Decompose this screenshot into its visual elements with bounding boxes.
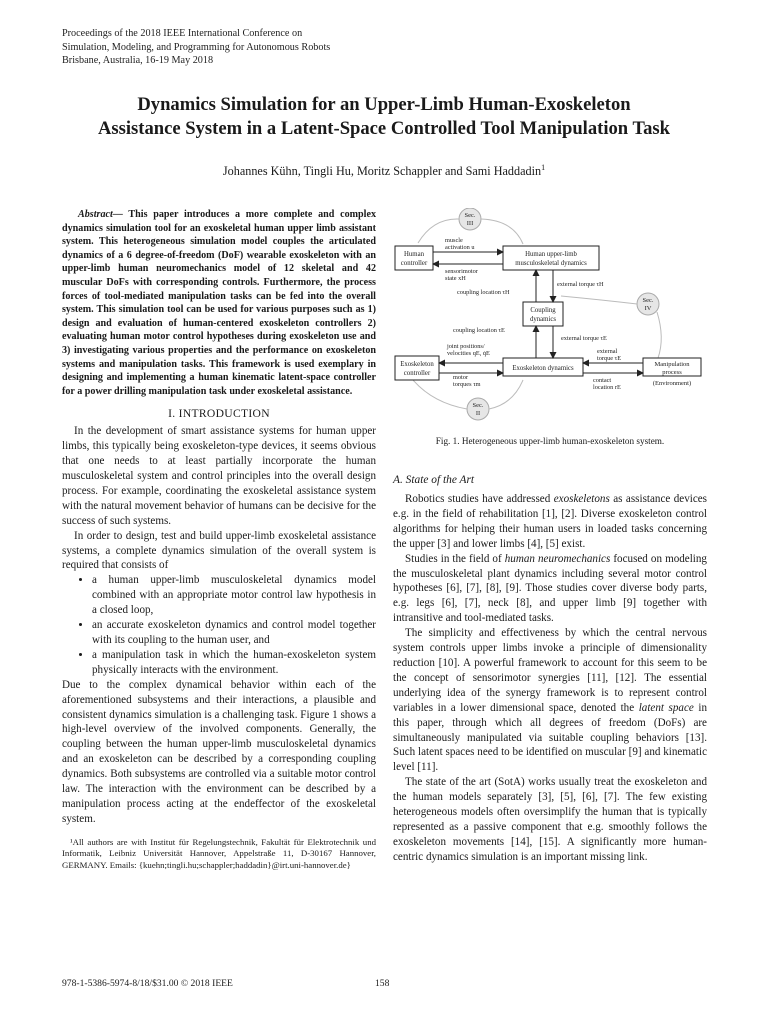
external-torque-e-label: external torque τE — [561, 335, 607, 342]
sota-paragraph-2 — [393, 552, 707, 627]
manipulation-label: process — [662, 369, 682, 376]
author-list — [40, 163, 728, 179]
external-torque-e2-label: torque τE — [597, 355, 622, 362]
abstract — [62, 208, 376, 398]
text-run: focused on modeling the musculoskeletal plant dynamics including several motor control hypotheses [6], [7], [8], [9]. Those studies cover diverse body parts, e.g. legs [6], [7], neck [8], and upper limb [9] together with intransitive and tool-mediated tasks. — [393, 552, 707, 625]
exo-controller-label: Exoskeleton — [400, 361, 434, 368]
human-controller-label: Human — [403, 251, 425, 258]
sec-iv-label: Sec. — [642, 297, 654, 304]
emphasis-exoskeletons: exoskeletons — [553, 493, 610, 505]
coupling-location-h-label: coupling location τH — [457, 289, 510, 296]
author-affiliation-footnote: ¹All authors are with Institut für Regelungstechnik, Fakultät für Elektrotechnik und Informatik, Leibniz Universität Hannover, Appelstraße 11, D-30167 Hannover, GERMANY. Emails: {kuehn;tingli.hu;schappler;haddadin}@irt.uni-hannover.de} — [62, 836, 376, 870]
intro-paragraph-3: Due to the complex dynamical behavior within each of the aforementioned subsystems and their interactions, a plausible and consistent dynamics simulation is a challenging task. Figure 1 shows a high-level overview of the involved components. Generally, the coupling between the human upper-limb musculoskeletal dynamics and an exoskeleton can be described by a corresponding coupling dynamics. Both subsystems are controlled via a suitable motor control law. The interaction with the environment can be described by a manipulation process acting at the endeffector of the exoskeletal system. — [62, 678, 376, 825]
block-diagram-svg — [393, 208, 707, 426]
external-torque-h-label: external torque τH — [557, 281, 604, 288]
coupling-location-e-label: coupling location τE — [453, 327, 505, 334]
text-run: as assistance devices e.g. in the field of rehabilitation [1], [2]. Diverse exoskeleton control algorithms for helping their human users in loaded tasks concerning the upper [3] and lower limbs [4], [5] exist. — [393, 493, 707, 550]
contact-location-label: location rE — [593, 384, 621, 391]
intro-paragraph-1: In the development of smart assistance systems for human upper limbs, this typically being exoskeleton-type devices, it seems obvious that one needs to at least partially incorporate the human musculoskeletal system and control principles into the overall design process. For example, coordinating the exoskeletal assistance system with the natural movement behavior of humans can be decisive for the success of such systems. — [62, 425, 376, 527]
sec-iii-label: Sec. — [464, 212, 476, 219]
sec-iii-numeral: III — [466, 220, 474, 227]
human-controller-label: controller — [400, 260, 428, 267]
joint-positions-label: velocities qE, q̇E — [447, 350, 490, 357]
proceedings-header — [62, 27, 330, 68]
text-run: Studies in the field of — [405, 552, 505, 565]
abstract-body: This paper introduces a more complete and complex dynamics simulation tool for an exoskeletal human upper limb assistant system. This heterogeneous simulation model couples the articulated dynamics of a 6 degree-of-freedom (DoF) wearable exoskeleton with an upper-limb human neuromechanics model of 12 skeletal and 42 muscular DoFs with corresponding controls. Furthermore, the process forces of tool-mediated manipulation tasks can be fed into the overall system. This simulation tool can be used for various purposes such as 1) design and evaluation of human-centered exoskeleton controllers 2) evaluating human motor control hypotheses during exoskeleton use and 3) investigating various properties and the performance on exoskeleton systems and manipulation tasks. This framework is used exemplary in designing and implementing a human kinematic latent-space controller for a power drilling manipulation task under exoskeletal assistance. — [62, 209, 376, 397]
sota-paragraph-3 — [393, 626, 707, 775]
author-footnote-mark: 1 — [541, 163, 546, 172]
title-line-1: Dynamics Simulation for an Upper-Limb Human-Exoskeleton — [137, 94, 631, 115]
muscle-activation-label: muscle — [445, 237, 463, 244]
left-column — [62, 208, 376, 880]
page-number: 158 — [375, 978, 390, 989]
sec-ii-numeral: II — [475, 410, 481, 417]
sota-paragraph-4: The state of the art (SotA) works usually treat the exoskeleton and the human models separately [3], [5], [6], [7]. The few existing heterogeneous models often oversimplify the human that is typically represented as a passive component that e.g. smoothly follows the exoskeleton movements [14], [15]. A significantly more human-centric dynamics simulation is an important missing link. — [393, 776, 707, 863]
requirements-list — [62, 573, 376, 677]
muscle-activation-label: activation u — [445, 244, 475, 251]
sec-iv-numeral: IV — [644, 305, 652, 312]
coupling-dynamics-label: dynamics — [529, 316, 557, 323]
abstract-lead: Abstract— — [78, 209, 123, 220]
human-dynamics-label: Human upper-limb — [525, 251, 577, 258]
motor-torques-label: motor — [453, 374, 469, 381]
footer-isbn: 978-1-5386-5974-8/18/$31.00 © 2018 IEEE — [62, 978, 233, 989]
exo-controller-label: controller — [403, 370, 431, 377]
sota-paragraph-1 — [393, 492, 707, 552]
right-column — [393, 208, 707, 865]
list-item: • a human upper-limb musculoskeletal dynamics model combined with an appropriate motor control law hypothesis in a closed loop, — [92, 573, 376, 618]
manipulation-label: Manipulation — [654, 361, 690, 368]
proceedings-line: Proceedings of the 2018 IEEE International Conference on — [62, 28, 303, 39]
environment-label: (Environment) — [652, 380, 692, 387]
emphasis-neuromechanics: human neuromechanics — [504, 552, 611, 565]
list-item: • a manipulation task in which the human-exoskeleton system physically interacts with the environment. — [92, 648, 376, 678]
intro-paragraph-2: In order to design, test and build upper-limb exoskeletal assistance systems, a complete dynamics simulation of the overall system is required that consists of — [62, 529, 376, 572]
human-dynamics-label: musculoskeletal dynamics — [515, 260, 587, 267]
sec-ii-label: Sec. — [472, 402, 484, 409]
external-torque-e2-label: external — [597, 348, 618, 355]
proceedings-line: Brisbane, Australia, 16-19 May 2018 — [62, 55, 214, 66]
sensorimotor-label: state xH — [445, 275, 466, 282]
subsection-heading-state-of-art: A. State of the Art — [393, 474, 475, 486]
paper-title — [40, 93, 728, 141]
motor-torques-label: torques τm — [453, 381, 481, 388]
section-heading-introduction: I. INTRODUCTION — [168, 407, 270, 421]
emphasis-latent-space: latent space — [638, 701, 694, 714]
text-run: in this paper, through which all degrees of freedom (DoFs) are simultaneously manipulated via suitable coupling behaviors [13]. Such latent spaces need to be identified on muscular [9] and kinematic level [11]. — [393, 701, 707, 774]
proceedings-line: Simulation, Modeling, and Programming for Autonomous Robots — [62, 41, 331, 53]
contact-location-label: contact — [593, 377, 612, 384]
figure-caption: Fig. 1. Heterogeneous upper-limb human-exoskeleton system. — [435, 436, 665, 446]
exo-dynamics-label: Exoskeleton dynamics — [512, 365, 574, 372]
sensorimotor-label: sensorimotor — [445, 268, 478, 275]
list-item: • an accurate exoskeleton dynamics and control model together with its coupling to the human user, and — [92, 618, 376, 648]
text-run: The simplicity and effectiveness by which the central nervous system controls upper limbs invoke a principle of dimensionality reduction [10]. A powerful framework to account for this seem to be the concept of sensorimotor synergies [11], [12]. The essential underlying idea of the synergy framework is to represent control variables in a lower dimensional space, denoted the — [393, 627, 707, 714]
figure-1-block-diagram — [393, 208, 707, 426]
authors-names: Johannes Kühn, Tingli Hu, Moritz Schappler and Sami Haddadin — [222, 164, 542, 179]
title-line-2: Assistance System in a Latent-Space Controlled Tool Manipulation Task — [97, 118, 671, 139]
text-run: Robotics studies have addressed — [405, 493, 554, 505]
joint-positions-label: joint positions/ — [447, 343, 485, 350]
coupling-dynamics-label: Coupling — [530, 307, 556, 314]
